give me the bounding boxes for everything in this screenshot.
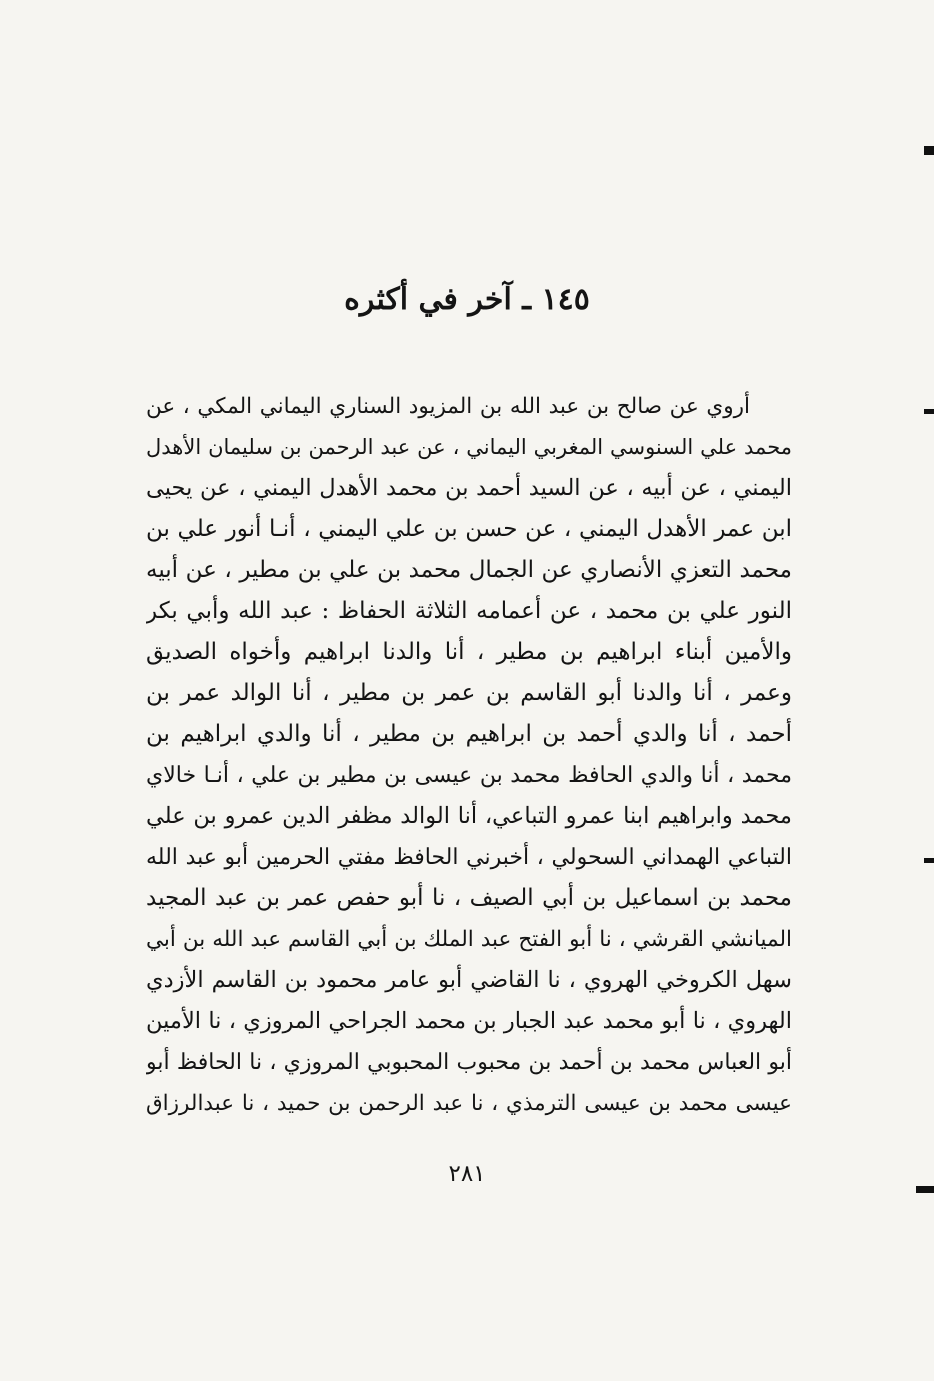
text-line: والأمين أبناء ابراهيم بن مطير ، أنا والدنا ابراهيم وأخواه الصديق xyxy=(146,639,792,665)
text-line: الميانشي القرشي ، نا أبو الفتح عبد الملك بن أبي القاسم عبد الله بن أبي xyxy=(146,927,792,952)
text-line: النور علي بن محمد ، عن أعمامه الثلاثة الحفاظ : عبد الله وأبي بكر xyxy=(146,598,792,624)
text-line: التباعي الهمداني السحولي ، أخبرني الحافظ مفتي الحرمين أبو عبد الله xyxy=(146,845,792,870)
text-line: محمد علي السنوسي المغربي اليماني ، عن عبد الرحمن بن سليمان الأهدل xyxy=(146,435,792,459)
text-line: محمد التعزي الأنصاري عن الجمال محمد بن علي بن مطير ، عن أبيه xyxy=(146,557,792,583)
text-line: وعمر ، أنا والدنا أبو القاسم بن عمر بن مطير ، أنا الوالد عمر بن xyxy=(146,680,792,706)
text-line: عيسى محمد بن عيسى الترمذي ، نا عبد الرحمن بن حميد ، نا عبدالرزاق xyxy=(146,1091,792,1116)
text-line: أبو العباس محمد بن أحمد بن محبوب المحبوبي المروزي ، نا الحافظ أبو xyxy=(146,1050,792,1075)
text-line: سهل الكروخي الهروي ، نا القاضي أبو عامر محمود بن القاسم الأزدي xyxy=(146,967,792,993)
text-line: ابن عمر الأهدل اليمني ، عن حسن بن علي اليمني ، أنـا أنور علي بن xyxy=(146,516,792,542)
text-line: أروي عن صالح بن عبد الله بن المزيود السناري اليماني المكي ، عن xyxy=(146,394,750,419)
text-line: اليمني ، عن أبيه ، عن السيد أحمد بن محمد الأهدل اليمني ، عن يحيى xyxy=(146,475,792,501)
text-line: الهروي ، نا أبو محمد عبد الجبار بن محمد الجراحي المروزي ، نا الأمين xyxy=(146,1008,792,1034)
body-text xyxy=(146,386,792,1124)
text-line: محمد وابراهيم ابنا عمرو التباعي، أنا الوالد مظفر الدين عمرو بن علي xyxy=(146,803,792,829)
scan-edge-mark xyxy=(924,409,934,414)
text-line: أحمد ، أنا والدي أحمد بن ابراهيم بن مطير ، أنا والدي ابراهيم بن xyxy=(146,721,792,747)
scan-edge-mark xyxy=(924,858,934,863)
section-heading: ١٤٥ ـ آخر في أكثره xyxy=(344,282,590,317)
page-number: ٢٨١ xyxy=(448,1161,486,1187)
text-line: محمد بن اسماعيل بن أبي الصيف ، نا أبو حفص عمر بن عبد المجيد xyxy=(146,885,792,911)
text-line: محمد ، أنا والدي الحافظ محمد بن عيسى بن مطير بن علي ، أنـا خالاي xyxy=(146,763,792,788)
scan-edge-mark xyxy=(924,146,934,155)
